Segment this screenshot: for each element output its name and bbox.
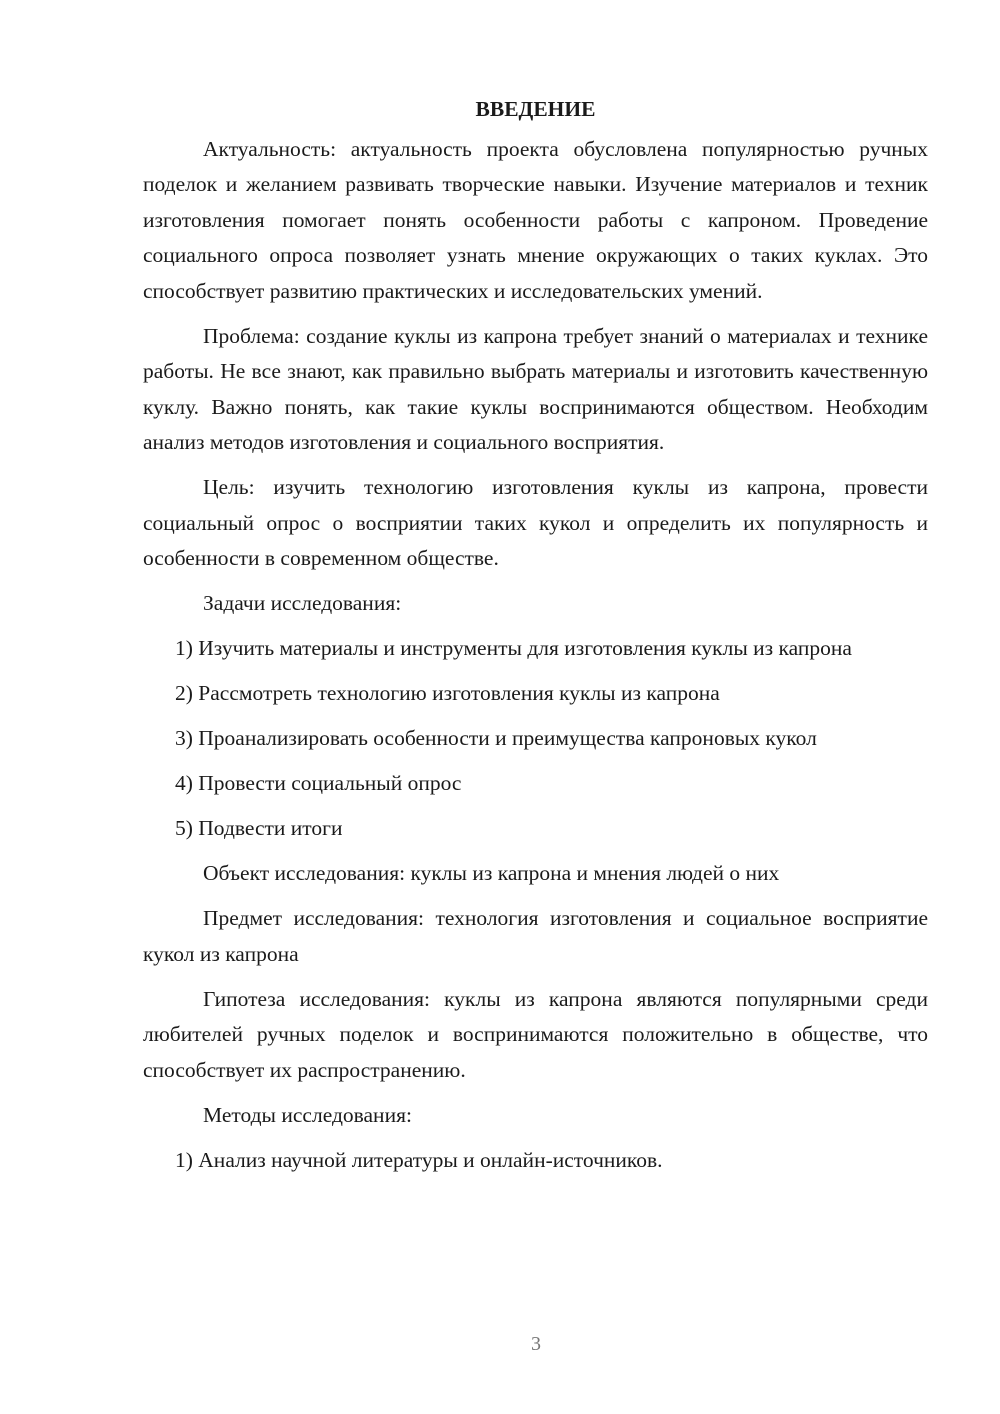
tasks-list xyxy=(143,631,928,847)
list-item: 5) Подвести итоги xyxy=(175,816,343,840)
hypothesis-paragraph: Гипотеза исследования: куклы из капрона являются популярными среди любителей ручных поделок и воспринимаются положительно в обществе, что способствует их распространению. xyxy=(143,986,928,1082)
list-item: 4) Провести социальный опрос xyxy=(175,771,462,795)
subject-paragraph: Предмет исследования: технология изготовления и социальное восприятие кукол из капрона xyxy=(143,906,928,966)
relevance-paragraph: Актуальность: актуальность проекта обусловлена популярностью ручных поделок и желанием развивать творческие навыки. Изучение материалов и техник изготовления помогает понять особенности работы с капроном. Проведение социального опроса позволяет узнать мнение окружающих о таких куклах. Это способствует развитию практических и исследовательских умений. xyxy=(143,136,928,303)
problem-paragraph: Проблема: создание куклы из капрона требует знаний о материалах и технике работы. Не все знают, как правильно выбрать материалы и изготовить качественную куклу. Важно понять, как такие куклы воспринимаются обществом. Необходим анализ методов изготовления и социального восприятия. xyxy=(143,323,928,454)
tasks-heading: Задачи исследования: xyxy=(203,591,402,615)
list-item: 3) Проанализировать особенности и преимущества капроновых кукол xyxy=(175,726,817,750)
list-item: 1) Анализ научной литературы и онлайн-источников. xyxy=(175,1147,663,1172)
object-paragraph: Объект исследования: куклы из капрона и мнения людей о них xyxy=(203,861,780,885)
goal-paragraph: Цель: изучить технологию изготовления куклы из капрона, провести социальный опрос о восприятии таких кукол и определить их популярность и особенности в современном обществе. xyxy=(143,475,928,570)
methods-list xyxy=(143,1143,928,1179)
document-page xyxy=(143,92,928,1188)
page-number: 3 xyxy=(531,1333,541,1355)
methods-heading: Методы исследования: xyxy=(203,1102,412,1127)
list-item: 1) Изучить материалы и инструменты для изготовления куклы из капрона xyxy=(175,636,852,660)
page-title: ВВЕДЕНИЕ xyxy=(475,97,596,121)
list-item: 2) Рассмотреть технологию изготовления куклы из капрона xyxy=(175,681,720,705)
